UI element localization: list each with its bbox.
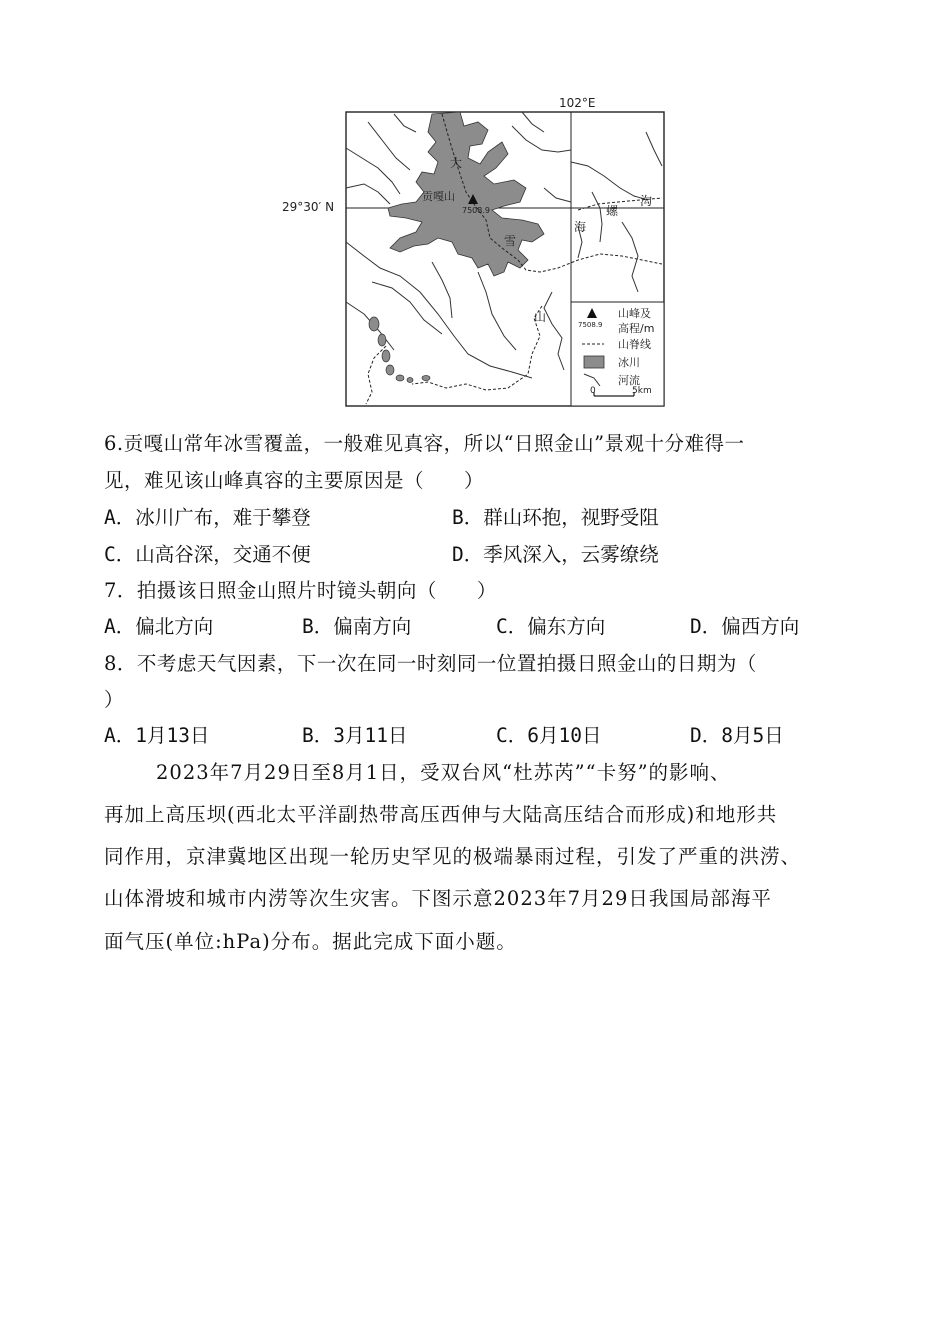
passage-line-5: 面气压(单位:hPa)分布。据此完成下面小题。	[104, 930, 517, 953]
legend-river-label: 河流	[618, 374, 640, 387]
q6-option-d[interactable]: D．季风深入，云雾缭绕	[452, 543, 659, 566]
q8-option-a[interactable]: A．1月13日	[104, 724, 210, 747]
q6-option-b[interactable]: B．群山环抱，视野受阻	[452, 506, 659, 529]
legend-peak-label: 山峰及	[618, 307, 651, 320]
q6-stem-line-1: 6.贡嘎山常年冰雪覆盖，一般难见真容，所以“日照金山”景观十分难得一	[104, 432, 745, 455]
passage-line-2: 再加上高压坝(西北太平洋副热带高压西伸与大陆高压结合而形成)和地形共	[104, 803, 778, 826]
legend-glacier-label: 冰川	[618, 356, 640, 369]
q7-option-d[interactable]: D．偏西方向	[690, 615, 800, 638]
q6-option-c[interactable]: C．山高谷深，交通不便	[104, 543, 311, 566]
peak-elevation-label: 7508.9	[462, 206, 490, 215]
q6-stem-line-2: 见，难见该山峰真容的主要原因是（ ）	[104, 469, 485, 492]
scale-km-label: 5km	[632, 386, 652, 396]
glacier-map	[282, 92, 672, 412]
q8-option-b[interactable]: B．3月11日	[302, 724, 408, 747]
q8-option-c[interactable]: C．6月10日	[496, 724, 602, 747]
legend-ridge-label: 山脊线	[618, 338, 651, 351]
valley-label-1: 海	[574, 220, 587, 234]
range-label-3: 山	[534, 310, 547, 324]
q7-option-a[interactable]: A．偏北方向	[104, 615, 214, 638]
latitude-label: 29°30′ N	[282, 200, 335, 214]
q7-stem: 7．拍摄该日照金山照片时镜头朝向（ ）	[104, 579, 497, 602]
peak-name-label: 贡嘎山	[422, 190, 455, 203]
longitude-label: 102°E	[559, 96, 596, 110]
legend-peak-sample: 7508.9	[578, 321, 603, 329]
passage-line-3: 同作用，京津冀地区出现一轮历史罕见的极端暴雨过程，引发了严重的洪涝、	[104, 845, 802, 868]
passage-line-4: 山体滑坡和城市内涝等次生灾害。下图示意2023年7月29日我国局部海平	[104, 887, 772, 910]
range-label-1: 大	[450, 156, 463, 170]
passage-line-1: 2023年7月29日至8月1日，受双台风“杜苏芮”“卡努”的影响、	[156, 761, 731, 784]
q6-option-a[interactable]: A．冰川广布，难于攀登	[104, 506, 311, 529]
valley-label-2: 螺	[606, 204, 619, 218]
q7-option-b[interactable]: B．偏南方向	[302, 615, 412, 638]
q8-stem-line-1: 8．不考虑天气因素，下一次在同一时刻同一位置拍摄日照金山的日期为（	[104, 652, 757, 675]
scale-zero-label: 0	[590, 386, 596, 396]
legend-glacier-icon	[584, 356, 604, 368]
q7-option-c[interactable]: C．偏东方向	[496, 615, 606, 638]
range-label-2: 雪	[504, 234, 517, 248]
q8-option-d[interactable]: D．8月5日	[690, 724, 784, 747]
valley-label-3: 沟	[640, 194, 653, 208]
q8-stem-line-2: ）	[104, 688, 125, 711]
map-drawing	[282, 92, 672, 412]
legend-peak-label-2: 高程/m	[618, 322, 655, 335]
